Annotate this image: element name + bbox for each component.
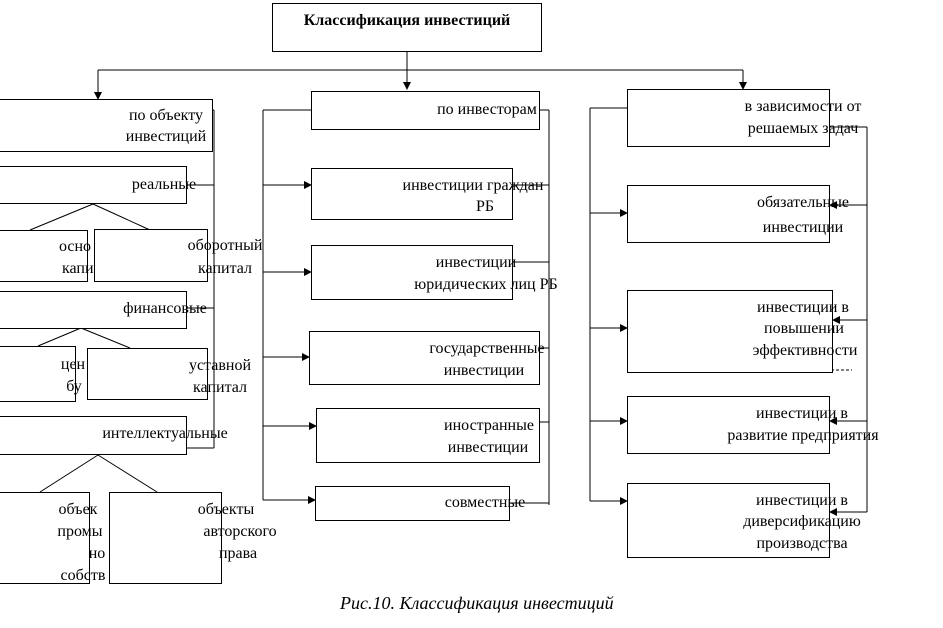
label-diversification-1: инвестиции в [756,492,848,509]
label-state-1: государственные [429,340,545,357]
label-efficiency-2: повышении [764,320,844,337]
label-industrial-2: промы [57,523,103,540]
label-securities-1: цен [60,356,86,373]
label-industrial-4: собств [60,567,106,584]
label-by-object-2: инвестиций [125,128,207,145]
label-by-tasks-2: решаемых задач [747,120,859,137]
label-copyright-3: права [218,545,258,562]
label-industrial-1: объек [58,501,98,518]
label-intellectual: интеллектуальные [102,425,228,442]
label-charter-1: уставной [188,357,252,374]
label-citizens-1: инвестиции граждан [402,177,544,194]
label-working-2: капитал [198,260,252,277]
label-mandatory-2: инвестиции [762,219,844,236]
label-mandatory-1: обязательные [757,194,849,211]
label-joint: совместные [444,494,526,511]
label-efficiency-1: инвестиции в [757,299,849,316]
label-copyright-1: объекты [197,501,255,518]
label-fixed-1: осно [58,238,92,255]
label-foreign-1: иностранные [444,417,534,434]
label-financial: финансовые [123,300,207,317]
label-securities-2: бу [66,378,82,395]
label-industrial-3: но [88,545,106,562]
label-copyright-2: авторского [203,523,277,540]
label-state-2: инвестиции [443,362,525,379]
diagram-title: Классификация инвестиций [303,12,511,29]
label-by-investors: по инвесторам [437,101,537,118]
label-citizens-2: РБ [475,198,495,215]
label-by-tasks-1: в зависимости от [744,98,862,115]
label-legal-2: юридических лиц РБ [414,276,558,293]
label-foreign-2: инвестиции [447,439,529,456]
figure-caption: Рис.10. Классификация инвестиций [340,593,614,613]
label-charter-2: капитал [193,379,247,396]
label-working-1: оборотный [187,237,263,254]
label-real: реальные [131,176,197,193]
label-legal-1: инвестиции [435,254,517,271]
label-by-object-1: по объекту [128,107,204,124]
label-diversification-2: диверсификацию [743,513,861,530]
label-diversification-3: производства [756,535,848,552]
label-efficiency-3: эффективности [752,342,858,359]
label-fixed-2: капи [62,260,94,277]
label-development-2: развитие предприятия [727,427,879,444]
label-development-1: инвестиции в [756,405,848,422]
